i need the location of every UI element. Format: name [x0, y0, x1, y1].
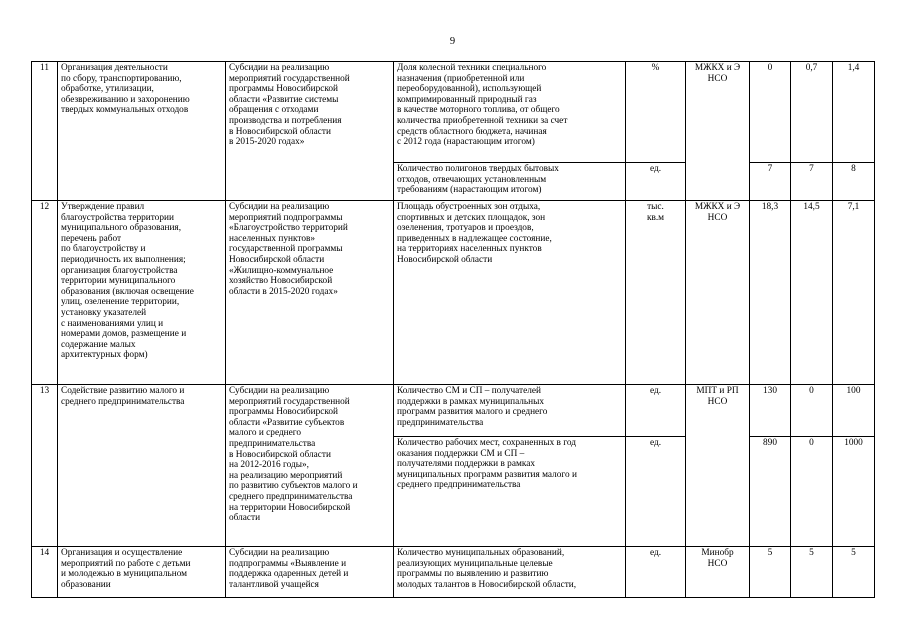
indicator-cell: Количество полигонов твердых бытовых отходов, отвечающих установленным требованиям (нарастающим итогом) [394, 163, 626, 201]
row-number: 14 [32, 547, 58, 598]
indicator-cell: Количество муниципальных образований, реализующих муниципальные целевые программы по выявлению и развитию молодых талантов в Новосибирской области, [394, 547, 626, 598]
value-cell: 14,5 [791, 201, 833, 385]
unit-cell: ед. [626, 163, 686, 201]
unit-cell: ед. [626, 437, 686, 547]
responsible-cell: МЖКХ и Э НСО [686, 62, 750, 201]
table-row [32, 385, 875, 437]
indicator-cell: Количество СМ и СП – получателей поддержки в рамках муниципальных программ развития малого и среднего предпринимательства [394, 385, 626, 437]
value-cell: 130 [750, 385, 791, 437]
value-cell: 1,4 [833, 62, 875, 163]
value-cell: 7 [750, 163, 791, 201]
value-cell: 7,1 [833, 201, 875, 385]
value-cell: 5 [833, 547, 875, 598]
measure-cell: Субсидии на реализацию мероприятий государственной программы Новосибирской области «Развитие системы обращения с отходами производства и потребления в Новосибирской области в 2015-2020 годах» [226, 62, 394, 201]
indicator-cell: Площадь обустроенных зон отдыха, спортивных и детских площадок, зон озеленения, тротуаров и проездов, приведенных в надлежащее состояние, на территориях населенных пунктов Новосибирской области [394, 201, 626, 385]
row-number: 11 [32, 62, 58, 201]
task-cell: Организация деятельности по сбору, транспортированию, обработке, утилизации, обезвреживанию и захоронению твердых коммунальных отходов [58, 62, 226, 201]
value-cell: 1000 [833, 437, 875, 547]
value-cell: 0 [791, 385, 833, 437]
task-cell: Утверждение правил благоустройства территории муниципального образования, перечень работ по благоустройству и периодичность их выполнения; организация благоустройства территории муниципального образования (включая освещение улиц, озеленение территории, установку указателей с наименованиями улиц и номерами домов, размещение и содержание малых архитектурных форм) [58, 201, 226, 385]
indicator-cell: Доля колесной техники специального назначения (приобретенной или переоборудованной), использующей компримированный природный газ в качестве моторного топлива, от общего количества приобретенной техники за счет средств областного бюджета, начиная с 2012 года (нарастающим итогом) [394, 62, 626, 163]
table-row [32, 547, 875, 598]
value-cell: 0,7 [791, 62, 833, 163]
task-cell: Содействие развитию малого и среднего предпринимательства [58, 385, 226, 547]
program-indicators-table [31, 61, 875, 598]
value-cell: 890 [750, 437, 791, 547]
measure-cell: Субсидии на реализацию мероприятий подпрограммы «Благоустройство территорий населенных пунктов» государственной программы Новосибирской области «Жилищно-коммунальное хозяйство Новосибирской области в 2015-2020 годах» [226, 201, 394, 385]
measure-cell: Субсидии на реализацию мероприятий государственной программы Новосибирской области «Развитие субъектов малого и среднего предпринимательства в Новосибирской области на 2012-2016 годы», на реализацию мероприятий по развитию субъектов малого и среднего предпринимательства на территории Новосибирской области [226, 385, 394, 547]
page-number: 9 [449, 36, 456, 47]
value-cell: 7 [791, 163, 833, 201]
value-cell: 100 [833, 385, 875, 437]
row-number: 12 [32, 201, 58, 385]
indicator-cell: Количество рабочих мест, сохраненных в год оказания поддержки СМ и СП – получателями поддержки в рамках муниципальных программ развития малого и среднего предпринимательства [394, 437, 626, 547]
value-cell: 0 [791, 437, 833, 547]
unit-cell: ед. [626, 385, 686, 437]
measure-cell: Субсидии на реализацию подпрограммы «Выявление и поддержка одаренных детей и талантливой учащейся [226, 547, 394, 598]
value-cell: 5 [750, 547, 791, 598]
unit-cell: % [626, 62, 686, 163]
value-cell: 0 [750, 62, 791, 163]
value-cell: 5 [791, 547, 833, 598]
table-row [32, 201, 875, 385]
responsible-cell: МПТ и РП НСО [686, 385, 750, 547]
responsible-cell: Минобр НСО [686, 547, 750, 598]
unit-cell: тыс. кв.м [626, 201, 686, 385]
table-row [32, 62, 875, 163]
value-cell: 18,3 [750, 201, 791, 385]
unit-cell: ед. [626, 547, 686, 598]
value-cell: 8 [833, 163, 875, 201]
row-number: 13 [32, 385, 58, 547]
responsible-cell: МЖКХ и Э НСО [686, 201, 750, 385]
task-cell: Организация и осуществление мероприятий по работе с детьми и молодежью в муниципальном образовании [58, 547, 226, 598]
